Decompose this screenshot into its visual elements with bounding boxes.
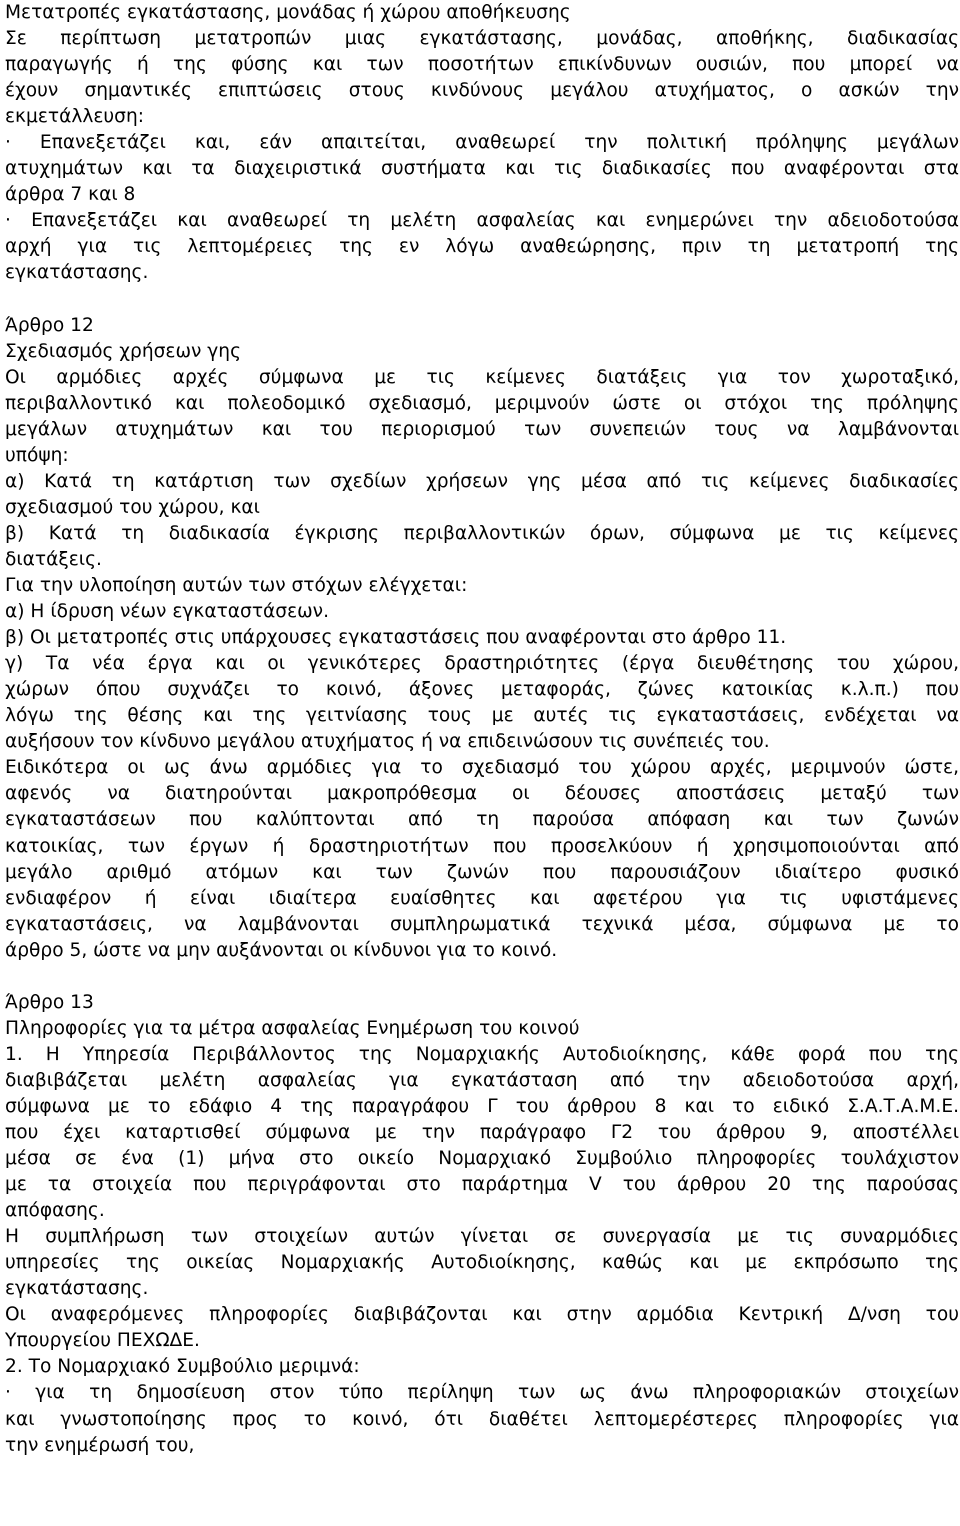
text-line: που έχει καταρτισθεί σύμφωνα με την παράγραφο Γ2 του άρθρου 9, αποστέλλει <box>5 1122 959 1144</box>
text-line: διατάξεις. <box>5 548 102 570</box>
section-heading: Μετατροπές εγκατάστασης, μονάδας ή χώρου αποθήκευσης <box>5 2 571 23</box>
text-line: Σε περίπτωση μετατροπών μιας εγκατάστασης, μονάδας, αποθήκης, διαδικασίας <box>5 28 959 50</box>
bullet-line: · για τη δημοσίευση στον τύπο περίληψη των ως άνω πληροφοριακών στοιχείων <box>5 1382 959 1404</box>
text-line: άρθρα 7 και 8 <box>5 184 136 206</box>
text-line: μέσα σε ένα (1) μήνα στο οικείο Νομαρχιακό Συμβούλιο πληροφορίες τουλάχιστον <box>5 1148 959 1170</box>
text-line: εγκαταστάσεων που καλύπτονται από τη παρούσα απόφαση και των ζωνών <box>5 809 959 831</box>
text-line: περιβαλλοντικό και πολεοδομικό σχεδιασμό, μεριμνούν ώστε οι στόχοι της πρόληψης <box>5 392 959 414</box>
article-title: Πληροφορίες για τα μέτρα ασφαλείας Ενημέρωση του κοινού <box>5 1017 580 1039</box>
text-line: χώρων όπου συχνάζει το κοινό, άξονες μεταφοράς, ζώνες κατοικίας κ.λ.π.) που <box>5 679 959 701</box>
text-line: έχουν σημαντικές επιπτώσεις στους κινδύνους μεγάλου ατυχήματος, ο ασκών την <box>5 80 959 102</box>
text-line: 2. Το Νομαρχιακό Συμβούλιο μεριμνά: <box>5 1356 360 1378</box>
paragraph-gap <box>5 964 959 990</box>
text-line: εκμετάλλευση: <box>5 106 144 128</box>
text-line: παραγωγής ή της φύσης και των ποσοτήτων επικίνδυνων ουσιών, που μπορεί να <box>5 54 959 76</box>
text-line: και γνωστοποίησης προς το κοινό, ότι διαθέτει λεπτομερέστερες πληροφορίες για <box>5 1408 959 1430</box>
list-item-line: β) Οι μετατροπές στις υπάρχουσες εγκαταστάσεις που αναφέρονται στο άρθρο 11. <box>5 627 787 649</box>
bullet-line: · Επανεξετάζει και αναθεωρεί τη μελέτη ασφαλείας και ενημερώνει την αδειοδοτούσα <box>5 210 959 232</box>
text-line: μεγάλων ατυχημάτων και του περιορισμού των συνεπειών τους να λαμβάνονται <box>5 418 959 440</box>
text-line: σύμφωνα με το εδάφιο 4 της παραγράφου Γ του άρθρου 8 και το ειδικό Σ.Α.Τ.Α.Μ.Ε. <box>5 1095 959 1117</box>
text-line: εγκατάστασης. <box>5 262 149 284</box>
article-number: Άρθρο 12 <box>5 314 94 336</box>
text-line: Η συμπλήρωση των στοιχείων αυτών γίνεται σε συνεργασία με τις συναρμόδιες <box>5 1226 959 1248</box>
text-line: Ειδικότερα οι ως άνω αρμόδιες για το σχεδιασμό του χώρου αρχές, μεριμνούν ώστε, <box>5 757 959 779</box>
section-article-13 <box>5 990 959 1459</box>
text-line: υπόψη: <box>5 444 69 466</box>
list-item-line: β) Κατά τη διαδικασία έγκρισης περιβαλλοντικών όρων, σύμφωνα με τις κείμενες <box>5 522 959 544</box>
text-line: απόφασης. <box>5 1200 105 1222</box>
text-line: άρθρο 5, ώστε να μην αυξάνονται οι κίνδυνοι για το κοινό. <box>5 939 558 961</box>
text-line: σχεδιασμού του χώρου, και <box>5 496 260 518</box>
text-line: 1. Η Υπηρεσία Περιβάλλοντος της Νομαρχιακής Αυτοδιοίκησης, κάθε φορά που της <box>5 1043 959 1065</box>
text-line: ενδιαφέρον ή είναι ιδιαίτερα ευαίσθητες και αφετέρου για τις υφιστάμενες <box>5 887 959 909</box>
paragraph-gap <box>5 287 959 313</box>
list-item-line: α) Η ίδρυση νέων εγκαταστάσεων. <box>5 601 329 623</box>
bullet-line: · Επανεξετάζει και, εάν απαιτείται, αναθεωρεί την πολιτική πρόληψης μεγάλων <box>5 132 959 154</box>
text-line: Οι αναφερόμενες πληροφορίες διαβιβάζονται και στην αρμόδια Κεντρική Δ/νση του <box>5 1304 959 1326</box>
text-line: αυξήσουν τον κίνδυνο μεγάλου ατυχήματος ή να επιδεινώσουν τις συνέπειές του. <box>5 731 770 753</box>
text-line: Οι αρμόδιες αρχές σύμφωνα με τις κείμενες διατάξεις για τον χωροταξικό, <box>5 366 959 388</box>
text-line: μεγάλο αριθμό ατόμων και των ζωνών που παρουσιάζουν ιδιαίτερο φυσικό <box>5 861 959 883</box>
text-line: αφενός να διατηρούνται μακροπρόθεσμα οι δέουσες αποστάσεις μεταξύ των <box>5 783 959 805</box>
list-item-line: α) Κατά τη κατάρτιση των σχεδίων χρήσεων γης μέσα από τις κείμενες διαδικασίες <box>5 470 959 492</box>
text-line: κατοικίας, των έργων ή δραστηριοτήτων που προσελκύουν ή χρησιμοποιούνται από <box>5 835 959 857</box>
text-line: λόγω της θέσης και της γειτνίασης τους με αυτές τις εγκαταστάσεις, ενδέχεται να <box>5 705 959 727</box>
text-line: εγκαταστάσεις, να λαμβάνονται συμπληρωματικά τεχνικά μέσα, σύμφωνα με το <box>5 913 959 935</box>
text-line: υπηρεσίες της οικείας Νομαρχιακής Αυτοδιοίκησης, καθώς και με εκπρόσωπο της <box>5 1252 959 1274</box>
text-line: Για την υλοποίηση αυτών των στόχων ελέγχεται: <box>5 575 468 597</box>
text-line: ατυχημάτων και τα διαχειριστικά συστήματα και τις διαδικασίες που αναφέρονται στα <box>5 158 959 180</box>
list-item-line: γ) Τα νέα έργα και οι γενικότερες δραστηριότητες (έργα διευθέτησης του χώρου, <box>5 653 959 675</box>
article-number: Άρθρο 13 <box>5 991 94 1013</box>
text-line: την ενημέρωσή του, <box>5 1434 195 1456</box>
article-title: Σχεδιασμός χρήσεων γης <box>5 340 242 362</box>
text-line: με τα στοιχεία που περιγράφονται στο παράρτημα V του άρθρου 20 της παρούσας <box>5 1174 959 1196</box>
section-conversions <box>5 0 959 287</box>
text-line: αρχή για τις λεπτομέρειες της εν λόγω αναθεώρησης, πριν τη μετατροπή της <box>5 236 959 258</box>
section-article-12 <box>5 313 959 964</box>
text-line: Υπουργείου ΠΕΧΩΔΕ. <box>5 1330 200 1352</box>
text-line: διαβιβάζεται μελέτη ασφαλείας για εγκατάσταση από την αδειοδοτούσα αρχή, <box>5 1069 959 1091</box>
text-line: εγκατάστασης. <box>5 1278 149 1300</box>
